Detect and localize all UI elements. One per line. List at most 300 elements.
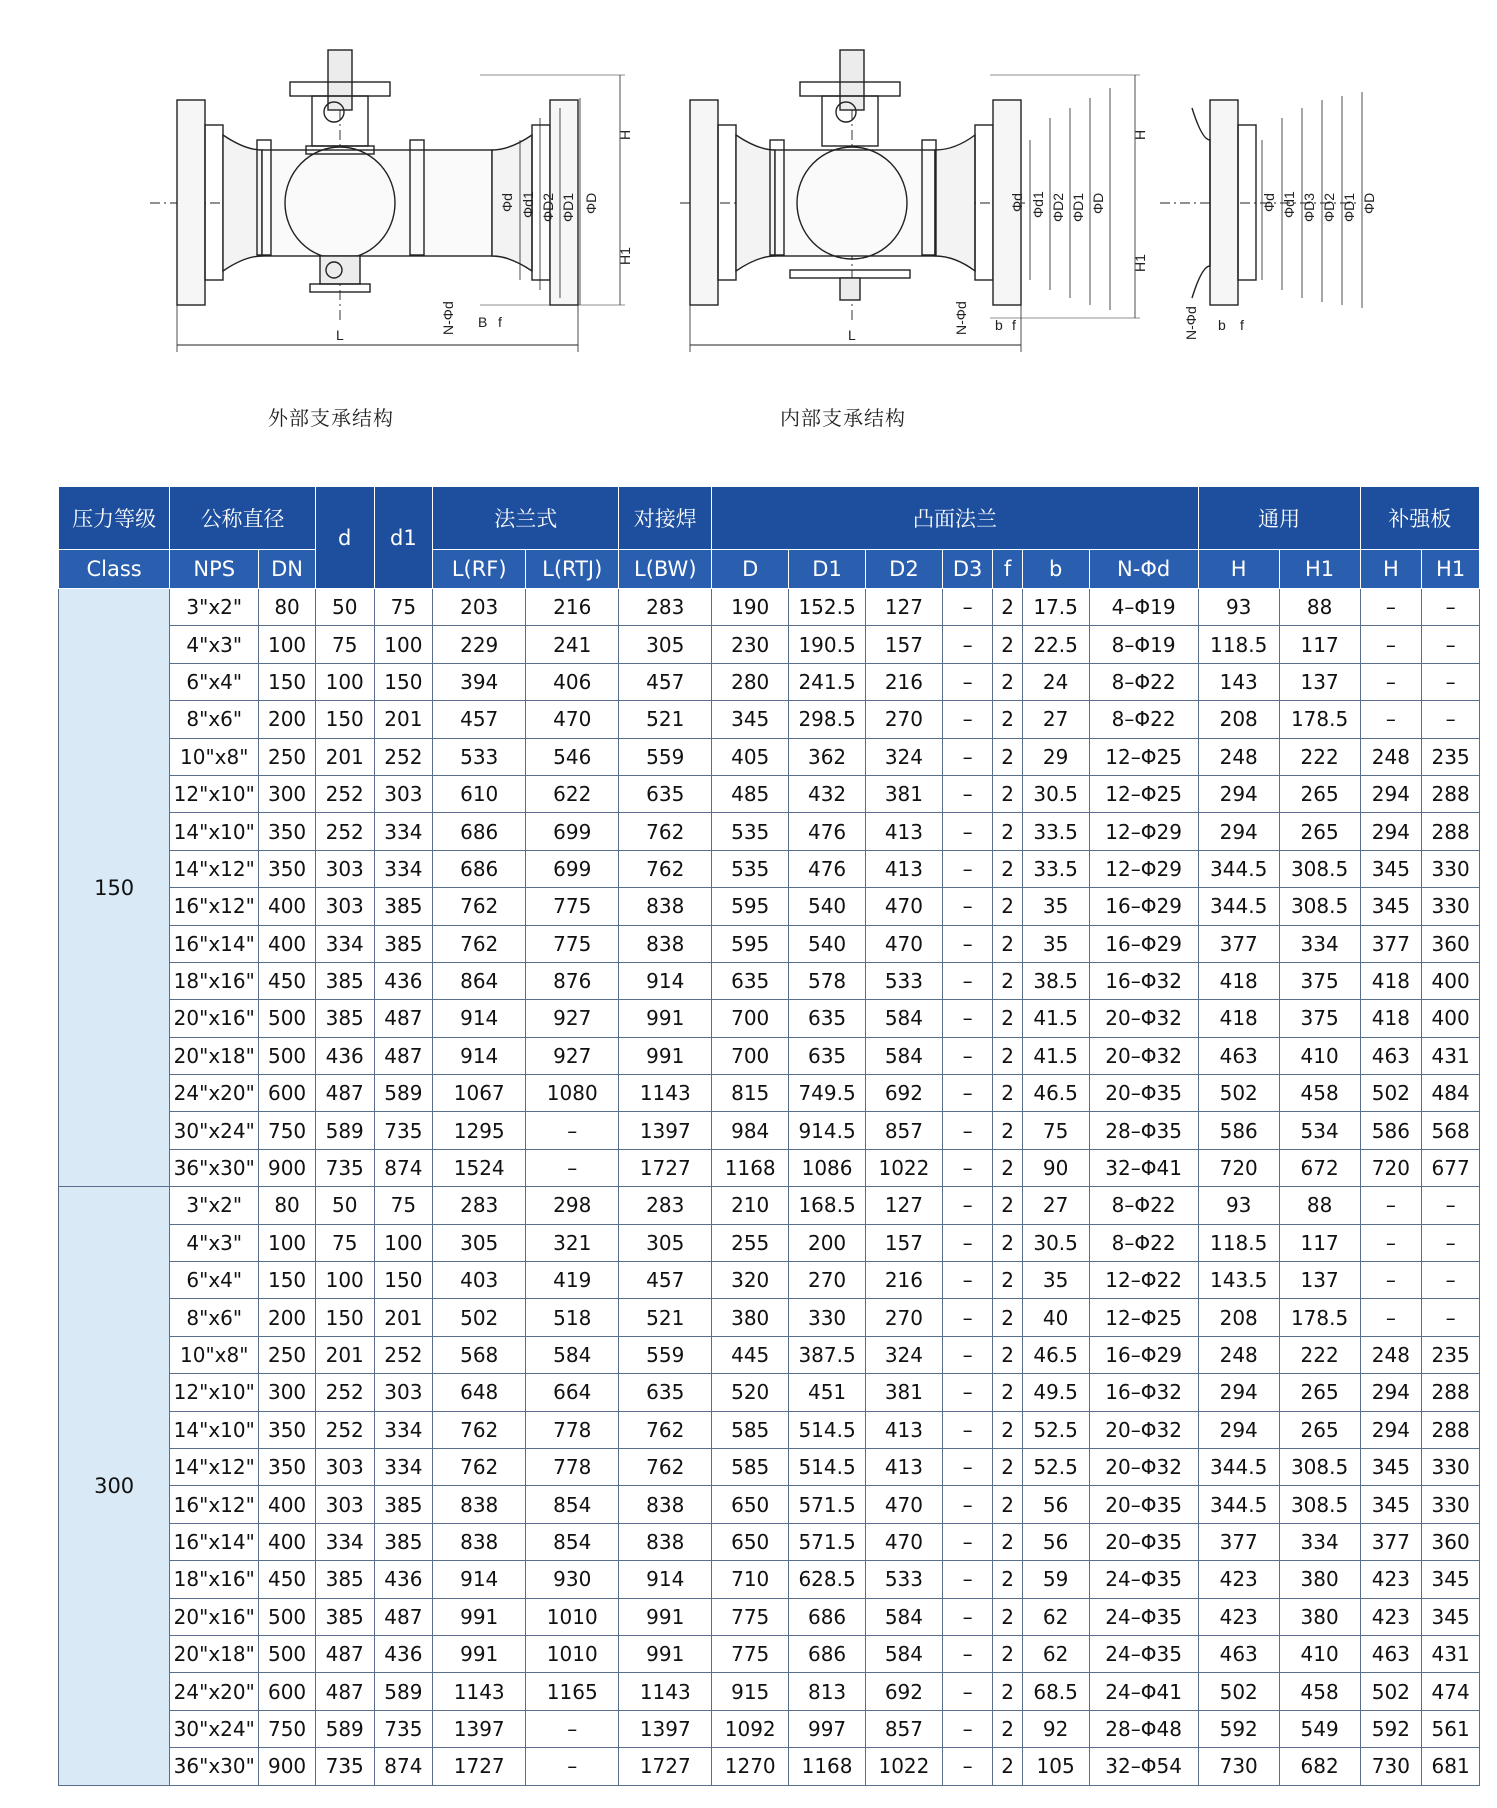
th-general-H1: H1 [1279,550,1360,589]
table-cell: 252 [315,1374,374,1411]
table-cell: 16"x12" [170,1486,259,1523]
table-cell: 600 [259,1673,316,1710]
table-cell: 418 [1198,1000,1279,1037]
table-cell: – [942,1149,993,1186]
pressure-class-cell: 150 [59,589,170,1187]
table-cell: 35 [1022,925,1089,962]
table-cell: 682 [1279,1748,1360,1785]
table-cell: 345 [1360,850,1422,887]
table-cell: 854 [526,1523,619,1560]
table-cell: 1067 [433,1075,526,1112]
table-cell: – [1360,1187,1422,1224]
table-cell: 535 [712,850,789,887]
table-cell: 12"x10" [170,1374,259,1411]
table-cell: – [942,626,993,663]
pressure-class-cell: 300 [59,1187,170,1785]
table-cell: 59 [1022,1561,1089,1598]
table-cell: 380 [1279,1561,1360,1598]
table-cell: 463 [1360,1037,1422,1074]
svg-text:ΦD1: ΦD1 [560,192,576,222]
table-cell: 32–Φ54 [1089,1748,1198,1785]
table-cell: 487 [315,1075,374,1112]
table-cell: 280 [712,663,789,700]
svg-text:Φd: Φd [1261,193,1277,212]
table-cell: 14"x12" [170,1448,259,1485]
table-cell: 927 [526,1037,619,1074]
table-cell: 203 [433,589,526,626]
dimension-table [58,486,1480,1786]
table-cell: 381 [866,775,943,812]
table-cell: 265 [1279,775,1360,812]
table-cell: 838 [619,888,712,925]
table-cell: 813 [789,1673,866,1710]
table-cell: – [942,1037,993,1074]
table-row [59,1187,1480,1224]
table-cell: 324 [866,1336,943,1373]
table-cell: 584 [866,1000,943,1037]
table-cell: 991 [619,1598,712,1635]
table-cell: 143.5 [1198,1262,1279,1299]
table-cell: 18"x16" [170,1561,259,1598]
table-row [59,1336,1480,1373]
table-cell: 150 [374,1262,433,1299]
table-cell: 650 [712,1523,789,1560]
table-cell: – [526,1710,619,1747]
header-row-1 [59,487,1480,550]
table-cell: 344.5 [1198,1486,1279,1523]
table-row [59,1673,1480,1710]
table-cell: – [942,1187,993,1224]
table-cell: 400 [1422,1000,1480,1037]
table-cell: 2 [993,1448,1022,1485]
table-cell: 350 [259,850,316,887]
table-cell: 230 [712,626,789,663]
table-cell: 635 [789,1000,866,1037]
table-cell: 252 [315,813,374,850]
table-cell: 27 [1022,1187,1089,1224]
table-cell: 300 [259,775,316,812]
table-cell: 686 [433,813,526,850]
table-cell: 413 [866,850,943,887]
table-cell: 283 [619,589,712,626]
table-cell: 305 [433,1224,526,1261]
table-cell: 20"x18" [170,1037,259,1074]
table-cell: 749.5 [789,1075,866,1112]
table-cell: 265 [1279,813,1360,850]
table-cell: 36"x30" [170,1748,259,1785]
table-cell: 52.5 [1022,1411,1089,1448]
table-cell: 672 [1279,1149,1360,1186]
caption-internal-support: 内部支承结构 [780,406,906,430]
table-cell: 584 [526,1336,619,1373]
table-cell: 36"x30" [170,1149,259,1186]
table-cell: 578 [789,962,866,999]
table-cell: 2 [993,1149,1022,1186]
svg-text:H: H [1132,129,1148,140]
table-cell: 2 [993,1336,1022,1373]
table-cell: 1727 [433,1748,526,1785]
table-cell: 137 [1279,663,1360,700]
table-cell: 178.5 [1279,701,1360,738]
table-cell: 474 [1422,1673,1480,1710]
table-cell: 487 [374,1037,433,1074]
table-cell: 334 [1279,1523,1360,1560]
table-cell: 288 [1422,813,1480,850]
table-cell: 10"x8" [170,738,259,775]
table-cell: 250 [259,1336,316,1373]
table-cell: 16"x14" [170,1523,259,1560]
table-cell: 24"x20" [170,1075,259,1112]
th-general: 通用 [1198,487,1360,550]
table-cell: 815 [712,1075,789,1112]
table-cell: 118.5 [1198,1224,1279,1261]
table-cell: 345 [1422,1561,1480,1598]
table-cell: 463 [1198,1037,1279,1074]
table-cell: 778 [526,1448,619,1485]
table-cell: – [942,1635,993,1672]
table-cell: 762 [433,888,526,925]
table-cell: 874 [374,1149,433,1186]
table-cell: 1397 [619,1710,712,1747]
table-cell: 377 [1198,925,1279,962]
table-cell: – [942,701,993,738]
table-cell: – [942,1411,993,1448]
table-cell: 30"x24" [170,1710,259,1747]
table-cell: 585 [712,1448,789,1485]
table-cell: – [942,1336,993,1373]
table-cell: 762 [619,813,712,850]
table-row [59,850,1480,887]
table-cell: 533 [866,962,943,999]
th-D2: D2 [866,550,943,589]
table-cell: 41.5 [1022,1037,1089,1074]
table-cell: 308.5 [1279,888,1360,925]
table-cell: 400 [259,925,316,962]
table-cell: 984 [712,1112,789,1149]
table-cell: 385 [374,1523,433,1560]
table-cell: 75 [374,1187,433,1224]
table-row [59,589,1480,626]
table-cell: 190.5 [789,626,866,663]
table-cell: 20–Φ35 [1089,1075,1198,1112]
table-cell: 216 [866,663,943,700]
table-row [59,1635,1480,1672]
table-cell: 90 [1022,1149,1089,1186]
table-cell: 648 [433,1374,526,1411]
table-cell: – [1360,701,1422,738]
table-cell: 700 [712,1037,789,1074]
table-cell: 854 [526,1486,619,1523]
table-cell: – [1422,1262,1480,1299]
table-cell: 1092 [712,1710,789,1747]
table-cell: – [942,1598,993,1635]
table-cell: 487 [315,1673,374,1710]
table-cell: 559 [619,1336,712,1373]
table-cell: 24–Φ35 [1089,1635,1198,1672]
table-cell: 470 [866,1523,943,1560]
table-cell: 377 [1360,1523,1422,1560]
table-cell: 387.5 [789,1336,866,1373]
table-cell: 17.5 [1022,589,1089,626]
table-cell: – [1360,1224,1422,1261]
table-cell: 216 [866,1262,943,1299]
table-cell: 380 [712,1299,789,1336]
table-row [59,1224,1480,1261]
table-row [59,1000,1480,1037]
table-cell: 559 [619,738,712,775]
table-row [59,1448,1480,1485]
table-cell: 1080 [526,1075,619,1112]
table-cell: – [942,962,993,999]
table-cell: – [942,1710,993,1747]
table-cell: 4"x3" [170,626,259,663]
table-cell: 400 [1422,962,1480,999]
table-cell: 2 [993,1748,1022,1785]
svg-text:H1: H1 [1132,254,1148,272]
table-cell: 324 [866,738,943,775]
table-cell: 46.5 [1022,1336,1089,1373]
table-cell: 568 [433,1336,526,1373]
table-cell: 12–Φ25 [1089,1299,1198,1336]
table-cell: – [526,1112,619,1149]
table-cell: 14"x10" [170,1411,259,1448]
table-cell: 470 [866,1486,943,1523]
table-cell: 75 [374,589,433,626]
table-cell: 222 [1279,1336,1360,1373]
table-cell: 40 [1022,1299,1089,1336]
table-cell: 2 [993,1187,1022,1224]
table-cell: 2 [993,1224,1022,1261]
table-cell: 914 [433,1000,526,1037]
table-cell: 100 [374,626,433,663]
table-cell: – [942,1000,993,1037]
table-cell: 1168 [789,1748,866,1785]
table-cell: 330 [789,1299,866,1336]
table-cell: 362 [789,738,866,775]
table-row [59,1486,1480,1523]
table-cell: 410 [1279,1635,1360,1672]
table-row [59,701,1480,738]
table-cell: 589 [374,1075,433,1112]
table-cell: – [942,1224,993,1261]
table-cell: 334 [374,1448,433,1485]
table-cell: – [942,663,993,700]
table-cell: 431 [1422,1037,1480,1074]
table-cell: 294 [1360,1374,1422,1411]
table-cell: 8"x6" [170,1299,259,1336]
table-cell: 294 [1198,1411,1279,1448]
table-cell: 20–Φ32 [1089,1037,1198,1074]
table-cell: 2 [993,1374,1022,1411]
table-row [59,663,1480,700]
table-cell: 56 [1022,1486,1089,1523]
table-cell: 838 [619,1523,712,1560]
table-cell: 344.5 [1198,888,1279,925]
table-row [59,1037,1480,1074]
table-cell: 8–Φ22 [1089,1224,1198,1261]
svg-text:b: b [995,317,1003,333]
table-cell: 664 [526,1374,619,1411]
svg-text:Φd: Φd [1009,193,1025,212]
table-cell: 252 [374,1336,433,1373]
table-cell: – [1422,626,1480,663]
table-cell: 88 [1279,1187,1360,1224]
table-cell: 487 [315,1635,374,1672]
table-cell: 457 [619,663,712,700]
table-cell: 35 [1022,888,1089,925]
table-cell: 914 [619,962,712,999]
table-cell: – [942,738,993,775]
table-cell: 423 [1198,1561,1279,1598]
table-cell: 730 [1360,1748,1422,1785]
th-l-rtj: L(RTJ) [526,550,619,589]
table-cell: 991 [433,1598,526,1635]
svg-text:ΦD2: ΦD2 [1050,192,1066,222]
table-cell: 436 [374,1635,433,1672]
table-cell: 3"x2" [170,589,259,626]
table-cell: 308.5 [1279,1448,1360,1485]
table-cell: 445 [712,1336,789,1373]
table-cell: 735 [315,1748,374,1785]
table-cell: 294 [1360,813,1422,850]
table-cell: 28–Φ48 [1089,1710,1198,1747]
table-row [59,925,1480,962]
table-cell: 380 [1279,1598,1360,1635]
table-cell: 303 [315,1486,374,1523]
table-row [59,1075,1480,1112]
table-cell: 33.5 [1022,813,1089,850]
table-cell: 385 [315,1561,374,1598]
table-cell: 334 [374,1411,433,1448]
table-cell: 635 [712,962,789,999]
table-cell: 720 [1360,1149,1422,1186]
table-cell: 150 [315,1299,374,1336]
table-cell: 385 [315,1000,374,1037]
svg-text:Φd1: Φd1 [1030,191,1046,218]
table-cell: 2 [993,626,1022,663]
table-cell: 533 [866,1561,943,1598]
table-cell: 24 [1022,663,1089,700]
table-cell: 16–Φ29 [1089,925,1198,962]
table-cell: 677 [1422,1149,1480,1186]
table-cell: 330 [1422,1448,1480,1485]
table-cell: 270 [866,1299,943,1336]
svg-text:f: f [1012,317,1016,333]
table-cell: 100 [259,1224,316,1261]
table-cell: 586 [1198,1112,1279,1149]
table-cell: 1022 [866,1149,943,1186]
table-cell: 686 [789,1635,866,1672]
th-D: D [712,550,789,589]
table-cell: 457 [433,701,526,738]
table-cell: 200 [259,701,316,738]
table-cell: 450 [259,962,316,999]
table-cell: 406 [526,663,619,700]
table-cell: 143 [1198,663,1279,700]
table-cell: 16–Φ29 [1089,1336,1198,1373]
table-cell: 458 [1279,1075,1360,1112]
table-cell: 117 [1279,626,1360,663]
table-cell: 857 [866,1710,943,1747]
table-cell: 1022 [866,1748,943,1785]
table-cell: 735 [374,1112,433,1149]
table-cell: 16"x14" [170,925,259,962]
table-cell: 413 [866,813,943,850]
table-cell: 457 [619,1262,712,1299]
table-cell: 152.5 [789,589,866,626]
table-cell: 75 [315,626,374,663]
table-row [59,1598,1480,1635]
table-cell: 876 [526,962,619,999]
table-cell: 2 [993,1299,1022,1336]
table-cell: 334 [374,813,433,850]
th-butt-weld: 对接焊 [619,487,712,550]
table-cell: 413 [866,1411,943,1448]
table-cell: 80 [259,1187,316,1224]
table-cell: 571.5 [789,1486,866,1523]
table-cell: 29 [1022,738,1089,775]
th-dn: DN [259,550,316,589]
table-cell: 30.5 [1022,775,1089,812]
table-cell: 418 [1198,962,1279,999]
table-cell: 24–Φ41 [1089,1673,1198,1710]
table-cell: 592 [1360,1710,1422,1747]
table-cell: 16–Φ32 [1089,1374,1198,1411]
table-cell: 334 [374,850,433,887]
table-cell: 100 [259,626,316,663]
table-cell: 2 [993,1000,1022,1037]
table-cell: 991 [433,1635,526,1672]
table-cell: 635 [619,775,712,812]
table-cell: 838 [433,1523,526,1560]
table-cell: 375 [1279,1000,1360,1037]
table-cell: – [942,1486,993,1523]
table-cell: 838 [619,1486,712,1523]
table-cell: 521 [619,1299,712,1336]
table-cell: – [1360,1299,1422,1336]
table-cell: 1143 [619,1673,712,1710]
table-cell: 200 [789,1224,866,1261]
th-plate-H1: H1 [1422,550,1480,589]
table-row [59,1411,1480,1448]
table-cell: 248 [1360,738,1422,775]
svg-text:Φd: Φd [499,193,515,212]
table-cell: 463 [1360,1635,1422,1672]
table-cell: 2 [993,1112,1022,1149]
table-cell: 549 [1279,1710,1360,1747]
th-reinforcing-plate: 补强板 [1360,487,1479,550]
table-cell: 8"x6" [170,701,259,738]
table-cell: 535 [712,813,789,850]
svg-text:ΦD3: ΦD3 [1301,192,1317,222]
table-cell: 838 [433,1486,526,1523]
table-cell: 294 [1360,775,1422,812]
table-cell: 157 [866,1224,943,1261]
table-cell: 418 [1360,962,1422,999]
table-cell: 201 [374,1299,433,1336]
table-cell: 208 [1198,1299,1279,1336]
table-cell: 252 [374,738,433,775]
table-cell: – [1422,1187,1480,1224]
table-cell: 20"x16" [170,1000,259,1037]
table-cell: 24–Φ35 [1089,1598,1198,1635]
table-cell: 502 [433,1299,526,1336]
table-cell: 305 [619,1224,712,1261]
table-cell: 208 [1198,701,1279,738]
table-cell: 6"x4" [170,663,259,700]
table-cell: 463 [1198,1635,1279,1672]
table-cell: 436 [315,1037,374,1074]
